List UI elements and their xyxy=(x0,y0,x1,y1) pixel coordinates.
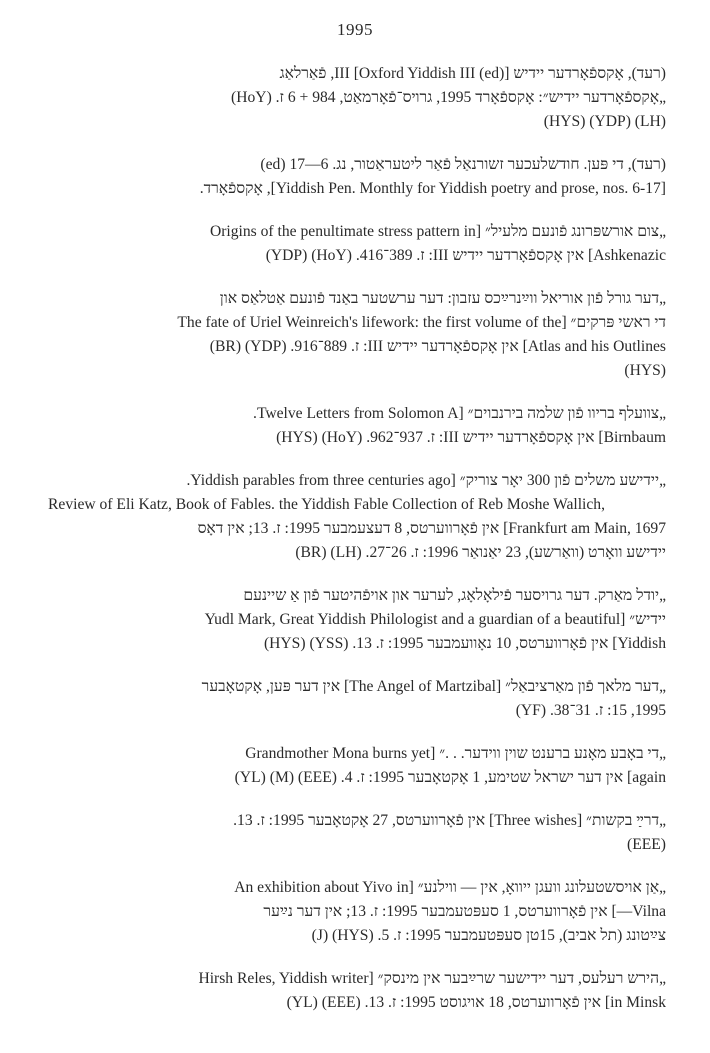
entry-line: Frankfurt am Main, 1697] אין פֿאָרווערטס, 8 דעצעמבער 1995: ז. 13; אין דאָס xyxy=(197,520,666,537)
entry-line: (LH) (YDP) (HYS) xyxy=(543,113,666,130)
entry-line: Yiddish] אין פֿאָרווערטס, 10 נאָוועמבער 1995: ז. 13. (YSS) (HYS) xyxy=(263,635,666,652)
entry-line: (רעד), אָקספֿאָרדער יידיש III [Oxford Yiddish III (ed)], פֿאַרלאַג xyxy=(279,65,666,82)
bibliography-list xyxy=(48,62,666,1034)
entry-line: „הירש רעלעס, דער יידישער שרײַבער אין מינסק״ [Hirsh Reles, Yiddish writer xyxy=(198,970,666,987)
entry-line: „אַן אויסשטעלונג וועגן ייוואָ, אין — ווילנע״ [An exhibition about Yivo in xyxy=(234,879,666,896)
entry-line: יידישע וואָרט (וואַרשע), 23 יאַנואַר 1996: ז. 26־27. (LH) (BR) xyxy=(295,544,666,561)
entry-line: again] אין דער ישראל שטימע, 1 אָקטאָבער 1995: ז. 4. (EEE) (M) (YL) xyxy=(234,769,666,786)
entry-line: „יודל מאַרק. דער גרויסער פֿילאָלאָג, לערער און אויפֿהיטער פֿון אַ שיינעם xyxy=(243,587,666,604)
bibliography-entry xyxy=(48,584,666,656)
page-header-year: 1995 xyxy=(337,20,373,39)
bibliography-entry xyxy=(48,809,666,857)
entry-line: [Yiddish Pen. Monthly for Yiddish poetry and prose, nos. 6-17], אָקספֿאָרד. xyxy=(199,180,666,197)
entry-line: יידיש״ [Yudl Mark, Great Yiddish Philologist and a guardian of a beautiful xyxy=(204,611,666,628)
bibliography-entry xyxy=(48,469,666,565)
entry-line: „אָקספֿאָרדער יידיש״: אָקספֿאָרד 1995, גרויס־פֿאָרמאַט, 984 + 6 ז. (HoY) xyxy=(231,89,666,106)
entry-line: „דרײַ בקשות״ [Three wishes] אין פֿאָרווערטס, 27 אָקטאָבער 1995: ז. 13. xyxy=(233,812,666,829)
bibliography-entry xyxy=(48,153,666,201)
bibliography-entry xyxy=(48,220,666,268)
entry-line: in Minsk] אין פֿאָרווערטס, 18 אויגוסט 1995: ז. 13. (EEE) (YL) xyxy=(286,994,666,1011)
bibliography-entry xyxy=(48,62,666,134)
bibliography-entry xyxy=(48,675,666,723)
entry-line: Atlas and his Outlines] אין אָקספֿאָרדער יידיש III: ז. 889־916. (YDP) (BR) xyxy=(209,338,666,355)
entry-line: 1995, 15: ז. 31־38. (YF) xyxy=(515,702,666,719)
entry-line: „צוועלף בריוו פֿון שלמה בירנבוים״ [Twelve Letters from Solomon A. xyxy=(253,405,666,422)
bibliography-entry xyxy=(48,876,666,948)
bibliography-entry xyxy=(48,967,666,1015)
entry-line: Ashkenazic] אין אָקספֿאָרדער יידיש III: ז. 389־416. (HoY) (YDP) xyxy=(265,247,666,264)
entry-line: צײַטונג (תל אביב), 15טן סעפּטעמבער 1995: ז. 5. (HYS) (J) xyxy=(311,927,666,944)
entry-line: „יידישע משלים פֿון 300 יאָר צוריק״ [Yiddish parables from three centuries ago. xyxy=(186,472,666,489)
bibliography-entry xyxy=(48,402,666,450)
entry-line: Birnbaum] אין אָקספֿאָרדער יידיש III: ז. 937־962. (HoY) (HYS) xyxy=(276,429,666,446)
entry-line: „דער מלאך פֿון מאַרציבאַל״ [The Angel of Martzibal] אין דער פּען, אָקטאָבער xyxy=(201,678,666,695)
bibliography-entry xyxy=(48,287,666,383)
entry-line: Vilna—] אין פֿאָרווערטס, 1 סעפּטעמבער 1995: ז. 13; אין דער נײַער xyxy=(263,903,666,920)
entry-line: Review of Eli Katz, Book of Fables. the Yiddish Fable Collection of Reb Moshe Wallich, xyxy=(48,496,606,513)
entry-line: (EEE) xyxy=(627,836,666,853)
entry-line: (HYS) xyxy=(624,362,666,379)
entry-line: „צום אורשפּרונג פֿונעם מלעיל״ [Origins of the penultimate stress pattern in xyxy=(209,223,666,240)
entry-line: (רעד), די פּען. חודשלעכער זשורנאַל פֿאַר ליטעראַטור, נג. 6—17 (ed) xyxy=(260,156,666,173)
entry-line: „די באָבע מאָנע ברענט שוין ווידער. . .״ [Grandmother Mona burns yet xyxy=(245,745,666,762)
entry-line: די ראשי פּרקים״ [The fate of Uriel Weinreich's lifework: the first volume of the xyxy=(177,314,666,331)
entry-line: „דער גורל פֿון אוריאל ווײַנרײַכס עזבון: דער ערשטער באַנד פֿונעם אַטלאַס און xyxy=(219,290,666,307)
bibliography-entry xyxy=(48,742,666,790)
